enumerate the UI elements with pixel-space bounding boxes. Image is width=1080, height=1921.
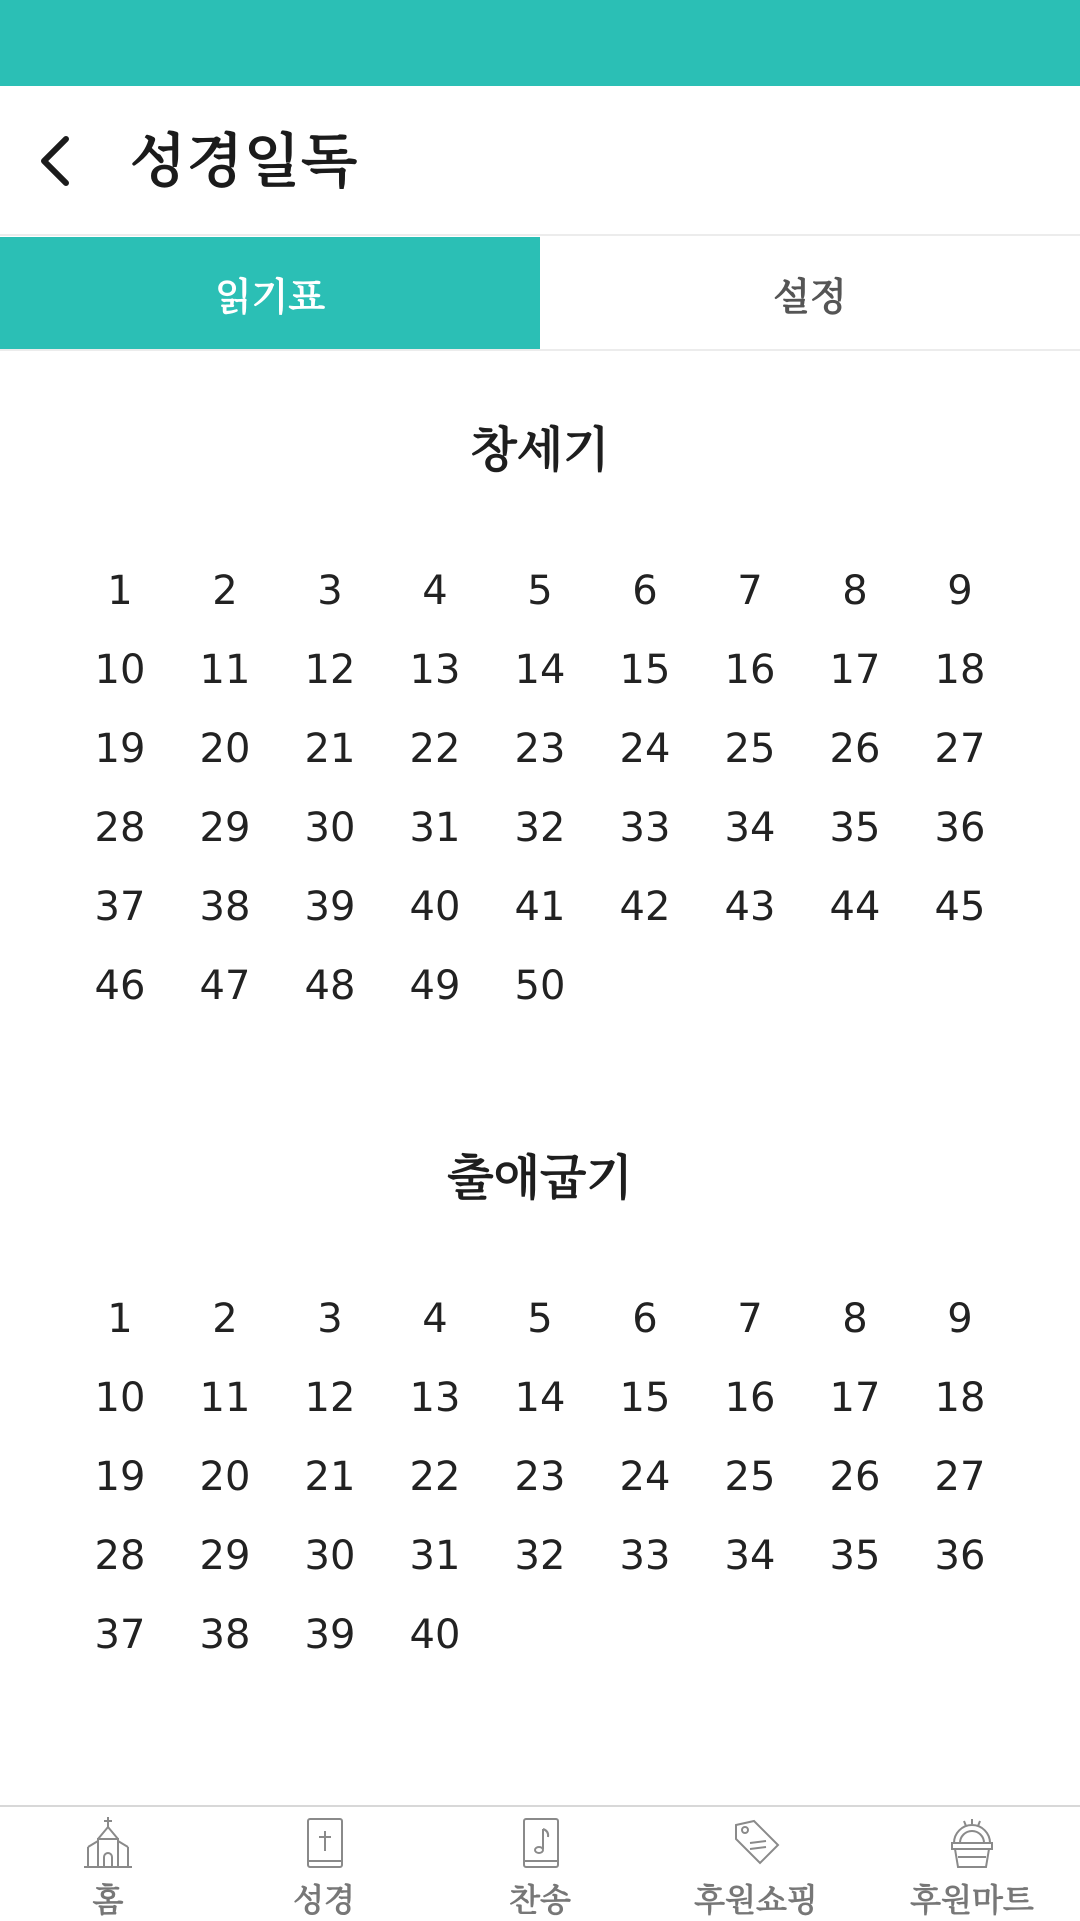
- chapter-item[interactable]: 46: [94, 963, 146, 1009]
- chapter-item[interactable]: 14: [514, 1375, 566, 1421]
- chapter-item[interactable]: 7: [737, 1296, 763, 1342]
- chapter-item[interactable]: 35: [829, 1533, 881, 1579]
- chapter-item[interactable]: 1: [107, 1296, 133, 1342]
- chapter-item[interactable]: 45: [934, 884, 986, 930]
- chapter-item[interactable]: 32: [514, 1533, 566, 1579]
- chapter-item[interactable]: 3: [317, 1296, 343, 1342]
- chapter-item[interactable]: 22: [409, 1454, 461, 1500]
- chapter-item[interactable]: 6: [632, 1296, 658, 1342]
- chapter-item[interactable]: 3: [317, 568, 343, 614]
- tab-settings[interactable]: 설정: [540, 237, 1080, 349]
- chapter-item[interactable]: 16: [724, 647, 776, 693]
- chapter-item[interactable]: 19: [94, 726, 146, 772]
- chapter-item[interactable]: 27: [934, 726, 986, 772]
- chapter-item[interactable]: 25: [724, 726, 776, 772]
- chapter-item[interactable]: 10: [94, 1375, 146, 1421]
- chapter-item[interactable]: 43: [724, 884, 776, 930]
- bottom-navigation: [0, 1805, 1080, 1921]
- church-icon: [78, 1815, 138, 1871]
- chapter-item[interactable]: 47: [199, 963, 251, 1009]
- chapter-item[interactable]: 26: [829, 1454, 881, 1500]
- nav-label-hymn: 찬송: [509, 1881, 571, 1919]
- chapter-item[interactable]: 5: [527, 568, 553, 614]
- chapter-item[interactable]: 25: [724, 1454, 776, 1500]
- chapter-item[interactable]: 41: [514, 884, 566, 930]
- chapter-item[interactable]: 31: [409, 805, 461, 851]
- chapter-item[interactable]: 49: [409, 963, 461, 1009]
- chapter-item[interactable]: 28: [94, 1533, 146, 1579]
- chapter-item[interactable]: 15: [619, 647, 671, 693]
- chapter-item[interactable]: 8: [842, 568, 868, 614]
- chapter-item[interactable]: 20: [199, 726, 251, 772]
- chapter-item[interactable]: 50: [514, 963, 566, 1009]
- nav-item-support-shopping[interactable]: [648, 1807, 864, 1921]
- basket-icon: [942, 1815, 1002, 1871]
- chapter-item[interactable]: 7: [737, 568, 763, 614]
- nav-item-hymn[interactable]: [432, 1807, 648, 1921]
- chapter-item[interactable]: 2: [212, 1296, 238, 1342]
- chapter-item[interactable]: 8: [842, 1296, 868, 1342]
- chapter-item[interactable]: 17: [829, 1375, 881, 1421]
- chapter-item[interactable]: 18: [934, 1375, 986, 1421]
- chapter-item[interactable]: 21: [304, 1454, 356, 1500]
- chapter-item[interactable]: 37: [94, 1612, 146, 1658]
- chapter-item[interactable]: 9: [947, 1296, 973, 1342]
- chapter-item[interactable]: 33: [619, 805, 671, 851]
- chapter-item[interactable]: 4: [422, 568, 448, 614]
- book-title-exodus: 출애굽기: [447, 1150, 633, 1206]
- chapter-item[interactable]: 36: [934, 1533, 986, 1579]
- chapter-item[interactable]: 29: [199, 805, 251, 851]
- chapter-item[interactable]: 35: [829, 805, 881, 851]
- chapter-item[interactable]: 38: [199, 1612, 251, 1658]
- nav-item-home[interactable]: [0, 1807, 216, 1921]
- chapter-item[interactable]: 37: [94, 884, 146, 930]
- chapter-item[interactable]: 13: [409, 1375, 461, 1421]
- chapter-item[interactable]: 19: [94, 1454, 146, 1500]
- chapter-item[interactable]: 40: [409, 884, 461, 930]
- chapter-item[interactable]: 34: [724, 1533, 776, 1579]
- chapter-item[interactable]: 20: [199, 1454, 251, 1500]
- chapter-item[interactable]: 44: [829, 884, 881, 930]
- chapter-item[interactable]: 24: [619, 726, 671, 772]
- chapter-item[interactable]: 5: [527, 1296, 553, 1342]
- back-button[interactable]: [24, 126, 88, 196]
- app-bar: [0, 86, 1080, 236]
- chapter-item[interactable]: 26: [829, 726, 881, 772]
- chapter-item[interactable]: 27: [934, 1454, 986, 1500]
- chapter-item[interactable]: 30: [304, 1533, 356, 1579]
- chapter-item[interactable]: 39: [304, 884, 356, 930]
- nav-label-support-mart: 후원마트: [910, 1881, 1034, 1919]
- chapter-item[interactable]: 12: [304, 647, 356, 693]
- chapter-item[interactable]: 40: [409, 1612, 461, 1658]
- chapter-item[interactable]: 11: [199, 1375, 251, 1421]
- chapter-item[interactable]: 23: [514, 1454, 566, 1500]
- chapter-item[interactable]: 29: [199, 1533, 251, 1579]
- chapter-item[interactable]: 6: [632, 568, 658, 614]
- book-title-genesis: 창세기: [470, 422, 610, 478]
- chapter-item[interactable]: 23: [514, 726, 566, 772]
- chapter-item[interactable]: 18: [934, 647, 986, 693]
- chapter-item[interactable]: 2: [212, 568, 238, 614]
- chapter-item[interactable]: 39: [304, 1612, 356, 1658]
- chapter-item[interactable]: 38: [199, 884, 251, 930]
- tab-reading-plan[interactable]: 읽기표: [0, 237, 540, 349]
- chapter-item[interactable]: 33: [619, 1533, 671, 1579]
- chapter-item[interactable]: 4: [422, 1296, 448, 1342]
- chapter-item[interactable]: 9: [947, 568, 973, 614]
- sale-tag-icon: [726, 1815, 786, 1871]
- chapter-item[interactable]: 17: [829, 647, 881, 693]
- chapter-item[interactable]: 28: [94, 805, 146, 851]
- chapter-item[interactable]: 15: [619, 1375, 671, 1421]
- chapter-item[interactable]: 16: [724, 1375, 776, 1421]
- chapter-item[interactable]: 21: [304, 726, 356, 772]
- bible-icon: [294, 1815, 354, 1871]
- hymn-icon: [510, 1815, 570, 1871]
- tab-bar: [0, 237, 1080, 351]
- chapter-item[interactable]: 34: [724, 805, 776, 851]
- chapter-item[interactable]: 30: [304, 805, 356, 851]
- nav-label-support-shopping: 후원쇼핑: [694, 1881, 818, 1919]
- nav-label-bible: 성경: [293, 1881, 355, 1919]
- chapter-item[interactable]: 22: [409, 726, 461, 772]
- chapter-item[interactable]: 1: [107, 568, 133, 614]
- chapter-item[interactable]: 13: [409, 647, 461, 693]
- chapter-item[interactable]: 12: [304, 1375, 356, 1421]
- chapter-item[interactable]: 11: [199, 647, 251, 693]
- chapter-item[interactable]: 36: [934, 805, 986, 851]
- chapter-item[interactable]: 48: [304, 963, 356, 1009]
- chapter-item[interactable]: 42: [619, 884, 671, 930]
- nav-label-home: 홈: [92, 1881, 124, 1919]
- chapter-item[interactable]: 32: [514, 805, 566, 851]
- reading-plan-list: [0, 351, 1080, 1805]
- chapter-item[interactable]: 14: [514, 647, 566, 693]
- back-arrow-icon: [34, 133, 78, 189]
- status-bar: [0, 0, 1080, 86]
- nav-item-support-mart[interactable]: [864, 1807, 1080, 1921]
- nav-item-bible[interactable]: [216, 1807, 432, 1921]
- chapter-item[interactable]: 31: [409, 1533, 461, 1579]
- chapter-item[interactable]: 24: [619, 1454, 671, 1500]
- page-title: 성경일독: [130, 127, 359, 195]
- chapter-item[interactable]: 10: [94, 647, 146, 693]
